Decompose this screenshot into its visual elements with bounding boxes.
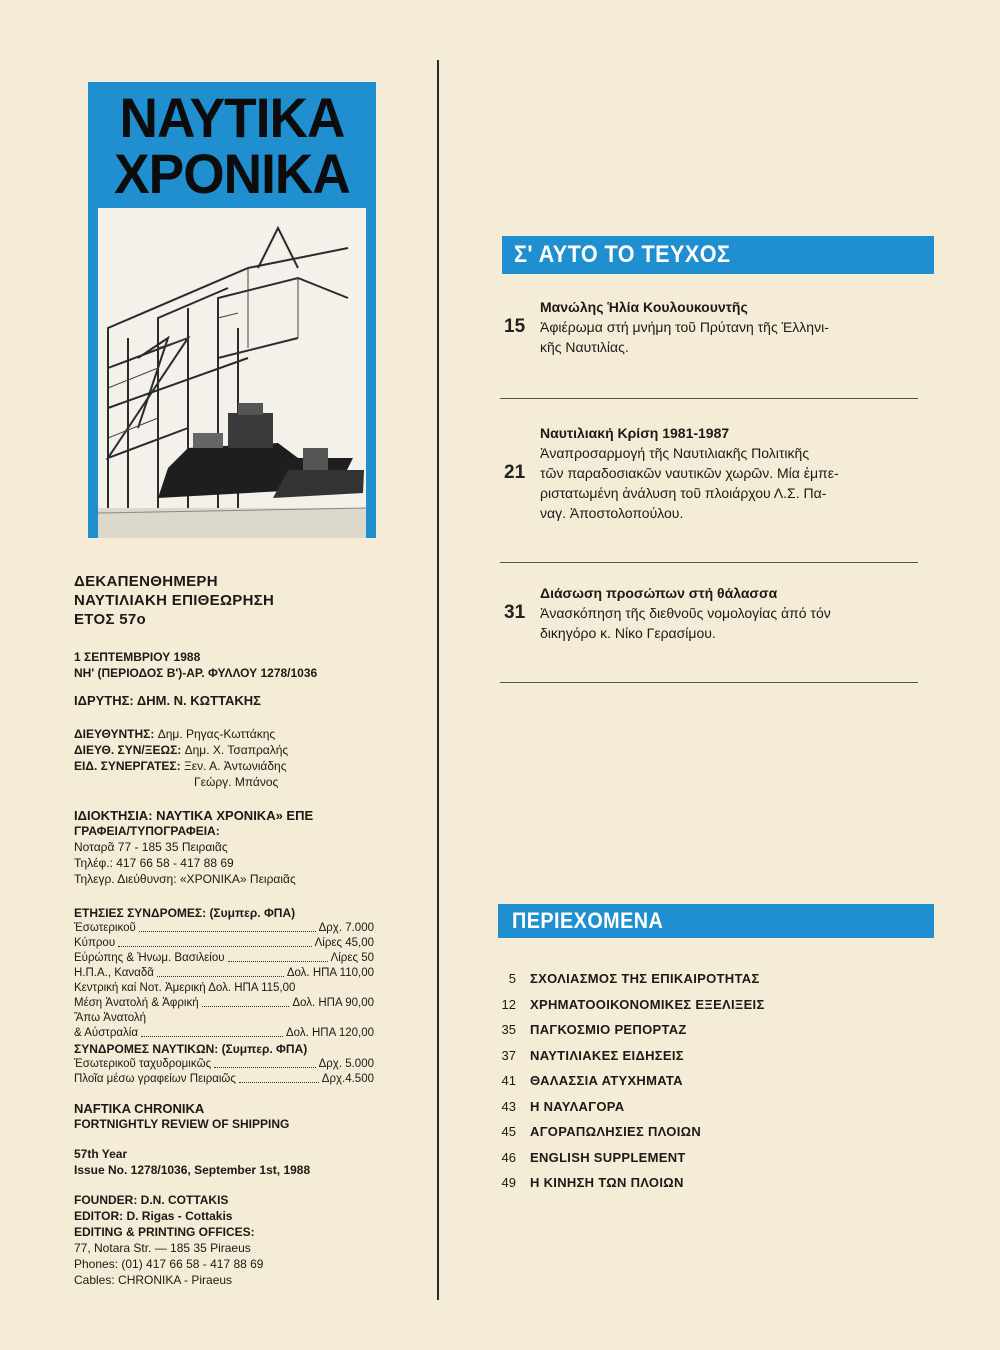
item-page: 46 <box>501 1149 516 1165</box>
subs-title: ΕΤΗΣΙΕΣ ΣΥΝΔΡΟΜΕΣ: (Συμπερ. ΦΠΑ) <box>74 906 296 920</box>
item-page: 43 <box>501 1098 516 1114</box>
subs-row: Ἐσωτερικοῦ Δρχ. 7.000 <box>74 922 374 934</box>
en-year: 57th Year <box>74 1147 128 1161</box>
list-item <box>496 1119 896 1145</box>
subs-row: & Αὐστραλία Δολ. ΗΠΑ 120,00 <box>74 1027 374 1039</box>
staff-name: Δημ. Ρηγας-Κωττάκης <box>157 727 276 741</box>
subscriptions <box>74 905 414 1087</box>
article-page: 15 <box>504 316 526 337</box>
list-item <box>496 1145 896 1171</box>
article-line: δικηγόρο κ. Νίκο Γερασίμου. <box>540 625 716 641</box>
contents-banner <box>498 904 934 938</box>
article-title: Ναυτιλιακή Κρίση 1981-1987 <box>540 425 730 441</box>
en-issue: Issue No. 1278/1036, September 1st, 1988 <box>74 1163 311 1177</box>
article-title: Διάσωση προσώπων στή θάλασσα <box>540 585 778 601</box>
address: Νοταρᾶ 77 - 185 35 Πειραιᾶς <box>74 840 228 854</box>
item-title: ΑΓΟΡΑΠΩΛΗΣΙΕΣ ΠΛΟΙΩΝ <box>530 1124 702 1140</box>
item-title: ΠΑΓΚΟΣΜΙΟ ΡΕΠΟΡΤΑΖ <box>530 1022 687 1038</box>
subs-row: Η.Π.Α., Καναδᾶ Δολ. ΗΠΑ 110,00 <box>74 967 374 979</box>
cover-title-line2: ΧΡΟΝΙΚΑ <box>114 142 350 205</box>
contents-title: ΠΕΡΙΕΧΟΜΕΝΑ <box>512 908 664 933</box>
issue-number: ΝΗ' (ΠΕΡΙΟΔΟΣ Β')-ΑΡ. ΦΥΛΛΟΥ 1278/1036 <box>74 666 318 680</box>
article-line: ναγ. Ἀποστολοπούλου. <box>540 505 684 521</box>
article-line: ριστατωμένη ἀνάλυση τοῦ πλοιάρχου Λ.Σ. Πα- <box>540 485 827 501</box>
article-separator <box>500 398 918 399</box>
staff-name: Δημ. Χ. Τσαπραλής <box>184 743 289 757</box>
subs-row: Κύπρου Λίρες 45,00 <box>74 937 374 949</box>
list-item <box>496 1068 896 1094</box>
ship-drawing <box>98 208 366 538</box>
article-line: τῶν παραδοσιακῶν ναυτικῶν χωρῶν. Μία ἐμπε- <box>540 465 839 481</box>
article-title: Μανώλης Ἡλία Κουλουκουντῆς <box>540 299 748 315</box>
subs-row: Μέση Ἀνατολή & Ἀφρική Δολ. ΗΠΑ 90,00 <box>74 997 374 1009</box>
item-page: 45 <box>501 1124 516 1140</box>
telegram: Τηλεγρ. Διεύθυνση: «ΧΡΟΝΙΚΑ» Πειραιᾶς <box>74 872 296 886</box>
cover-title-line1: ΝΑΥΤΙΚΑ <box>119 86 345 149</box>
naut-subs-title: ΣΥΝΔΡΟΜΕΣ ΝΑΥΤΙΚΩΝ: (Συμπερ. ΦΠΑ) <box>74 1042 308 1056</box>
en-address: 77, Notara Str. — 185 35 Piraeus <box>74 1241 251 1255</box>
article-line: κῆς Ναυτιλίας. <box>540 339 629 355</box>
phone: Τηλέφ.: 417 66 58 - 417 88 69 <box>74 856 234 870</box>
item-title: ΘΑΛΑΣΣΙΑ ΑΤΥΧΗΜΑΤΑ <box>530 1073 683 1089</box>
subs-row: Πλοῖα μέσω γραφείων Πειραιῶς Δρχ.4.500 <box>74 1073 374 1085</box>
staff-role: ΔΙΕΥΘΥΝΤΗΣ: <box>74 727 155 741</box>
article-page: 21 <box>504 462 526 483</box>
in-this-issue-banner <box>502 236 934 274</box>
en-cables: Cables: CHRONIKA - Piraeus <box>74 1273 233 1287</box>
contents-list <box>496 966 896 1196</box>
masthead-line2: ΝΑΥΤΙΛΙΑΚΗ ΕΠΙΘΕΩΡΗΣΗ <box>74 592 275 609</box>
item-page: 12 <box>501 996 516 1012</box>
in-this-issue-title: Σ' ΑΥΤΟ ΤΟ ΤΕΥΧΟΣ <box>514 241 731 268</box>
subs-row: Εὐρώπης & Ἡνωμ. Βασιλείου Λίρες 50 <box>74 952 374 964</box>
masthead <box>74 572 414 1288</box>
ownership: ΙΔΙΟΚΤΗΣΙΑ: ΝΑΥΤΙΚΑ ΧΡΟΝΙΚΑ» ΕΠΕ <box>74 808 314 823</box>
list-item <box>496 992 896 1018</box>
issue-date: 1 ΣΕΠΤΕΜΒΡΙΟΥ 1988 <box>74 650 201 664</box>
subs-row: Ἄπω Ἀνατολή <box>74 1012 147 1024</box>
en-editor: EDITOR: D. Rigas - Cottakis <box>74 1209 233 1223</box>
en-title2: FORTNIGHTLY REVIEW OF SHIPPING <box>74 1117 290 1131</box>
list-item <box>496 1017 896 1043</box>
subs-row: Κεντρική καί Νοτ. Ἀμερική Δολ. ΗΠΑ 115,00 <box>74 982 296 994</box>
article-separator <box>500 682 918 683</box>
item-page: 5 <box>508 971 516 987</box>
item-title: ΧΡΗΜΑΤΟΟΙΚΟΝΟΜΙΚΕΣ ΕΞΕΛΙΞΕΙΣ <box>530 996 765 1012</box>
en-phones: Phones: (01) 417 66 58 - 417 88 69 <box>74 1257 264 1271</box>
ship-illustration <box>98 208 366 538</box>
cover-image <box>88 82 376 538</box>
staff-name: Ξεν. Α. Ἀντωνιάδης <box>183 759 287 773</box>
list-item <box>496 1043 896 1069</box>
article-page: 31 <box>504 602 526 623</box>
item-page: 49 <box>501 1175 516 1191</box>
english-imprint <box>74 1101 414 1288</box>
staff-role: ΔΙΕΥΘ. ΣΥΝ/ΞΕΩΣ: <box>74 743 182 757</box>
list-item <box>496 1094 896 1120</box>
item-title: Η ΝΑΥΛΑΓΟΡΑ <box>530 1098 625 1114</box>
article-line: Ἀναπροσαρμογή τῆς Ναυτιλιακῆς Πολιτικῆς <box>540 445 810 461</box>
masthead-line1: ΔΕΚΑΠΕΝΘΗΜΕΡΗ <box>74 573 218 590</box>
subs-row: Ἐσωτερικοῦ ταχυδρομικῶς Δρχ. 5.000 <box>74 1058 374 1070</box>
item-page: 37 <box>501 1047 516 1063</box>
article-separator <box>500 562 918 563</box>
column-divider <box>437 60 439 1300</box>
en-title1: NAFTIKA CHRONIKA <box>74 1101 205 1116</box>
item-title: ΣΧΟΛΙΑΣΜΟΣ ΤΗΣ ΕΠΙΚΑΙΡΟΤΗΤΑΣ <box>530 971 760 987</box>
en-offices: EDITING & PRINTING OFFICES: <box>74 1225 255 1239</box>
article-line: Ἀνασκόπηση τῆς διεθνοῦς νομολογίας ἀπό τόν <box>540 605 831 621</box>
item-title: ΝΑΥΤΙΛΙΑΚΕΣ ΕΙΔΗΣΕΙΣ <box>530 1047 684 1063</box>
item-title: ENGLISH SUPPLEMENT <box>530 1149 686 1165</box>
item-page: 35 <box>501 1022 516 1038</box>
en-founder: FOUNDER: D.N. COTTAKIS <box>74 1193 229 1207</box>
founder: ΙΔΡΥΤΗΣ: ΔΗΜ. Ν. ΚΩΤΤΑΚΗΣ <box>74 693 261 708</box>
staff-name: Γεώργ. Μπάνος <box>194 775 279 789</box>
list-item <box>496 966 896 992</box>
list-item <box>496 1170 896 1196</box>
staff-list <box>74 726 414 790</box>
staff-role: ΕΙΔ. ΣΥΝΕΡΓΑΤΕΣ: <box>74 759 181 773</box>
offices-label: ΓΡΑΦΕΙΑ/ΤΥΠΟΓΡΑΦΕΙΑ: <box>74 824 220 838</box>
item-title: Η ΚΙΝΗΣΗ ΤΩΝ ΠΛΟΙΩΝ <box>530 1175 684 1191</box>
article-line: Ἀφιέρωμα στή μνήμη τοῦ Πρύτανη τῆς Ἑλληνι- <box>540 319 829 335</box>
cover-title <box>105 86 360 205</box>
item-page: 41 <box>501 1073 516 1089</box>
masthead-line3: ΕΤΟΣ 57ο <box>74 611 146 628</box>
